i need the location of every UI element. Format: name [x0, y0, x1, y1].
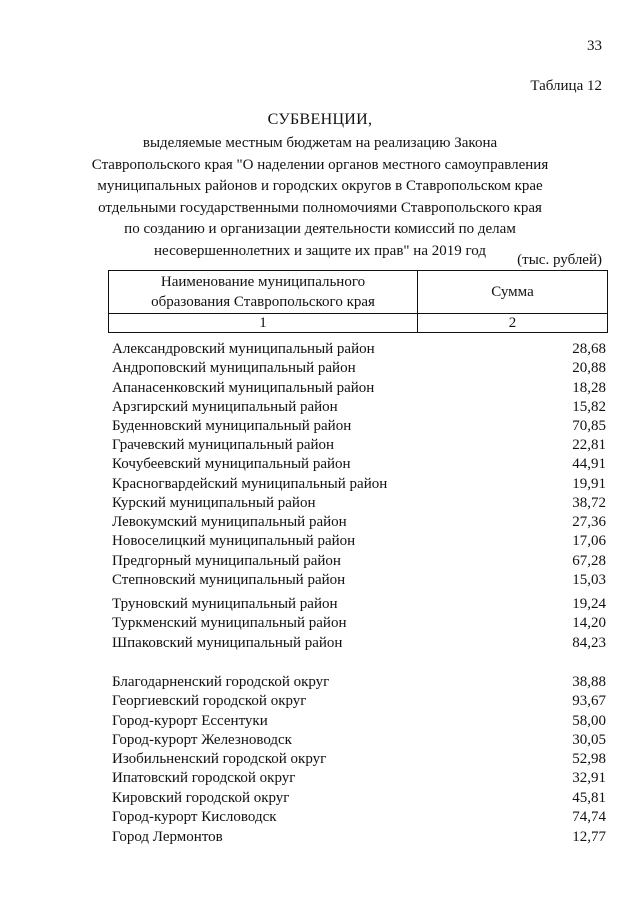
row-name: Левокумский муниципальный район [112, 513, 347, 530]
row-value: 17,06 [572, 532, 606, 549]
subtitle-line: выделяемые местным бюджетам на реализацию Закона [142, 135, 498, 151]
row-name: Арзгирский муниципальный район [112, 398, 338, 415]
row-value: 27,36 [572, 513, 606, 530]
table-row [112, 827, 606, 847]
row-name: Город Лермонтов [112, 828, 223, 845]
column-header-name-line: Наименование муниципального [160, 274, 366, 290]
table-row [112, 531, 606, 551]
table-label: Таблица 12 [530, 78, 602, 94]
row-value: 38,88 [572, 673, 606, 690]
table-row [112, 749, 606, 769]
table-row [112, 474, 606, 494]
table-row [112, 691, 606, 711]
column-number-1: 1 [109, 314, 418, 333]
row-name: Александровский муниципальный район [112, 340, 375, 357]
table-row [112, 358, 606, 378]
row-value: 38,72 [572, 494, 606, 511]
row-name: Степновский муниципальный район [112, 571, 346, 588]
row-value: 93,67 [572, 692, 606, 709]
document-subtitle [60, 133, 580, 263]
row-value: 32,91 [572, 769, 606, 786]
subtitle-line: Ставропольского края "О наделении органов местного самоуправления [91, 156, 549, 173]
subtitle-line: по созданию и организации деятельности комиссий по делам [124, 221, 516, 238]
row-name: Туркменский муниципальный район [112, 614, 347, 631]
table-row [112, 788, 606, 808]
table-row [112, 711, 606, 731]
table-row [112, 435, 606, 455]
table-row [112, 397, 606, 417]
row-name: Изобильненский городской округ [112, 750, 327, 767]
table-row [112, 594, 606, 614]
row-name: Город-курорт Железноводск [112, 731, 292, 748]
table-header-row [109, 271, 608, 314]
table-header [108, 270, 608, 333]
table-row [112, 672, 606, 692]
row-value: 20,88 [572, 359, 606, 376]
table-row [112, 551, 606, 571]
row-value: 84,23 [572, 634, 606, 651]
table-row [112, 454, 606, 474]
row-value: 12,77 [572, 828, 606, 845]
row-value: 58,00 [572, 712, 606, 729]
row-value: 15,82 [572, 398, 606, 415]
row-name: Благодарненский городской округ [112, 673, 330, 690]
row-value: 22,81 [572, 436, 606, 453]
row-name: Ипатовский городской округ [112, 769, 296, 786]
column-header-name [109, 271, 418, 314]
table-column-numbers-row [109, 314, 608, 333]
row-value: 45,81 [572, 789, 606, 806]
row-name: Труновский муниципальный район [112, 595, 338, 612]
row-name: Предгорный муниципальный район [112, 552, 341, 569]
row-name: Апанасенковский муниципальный район [112, 379, 375, 396]
page-number: 33 [587, 38, 602, 54]
row-name: Шпаковский муниципальный район [112, 634, 343, 651]
table-row [112, 493, 606, 513]
row-name: Красногвардейский муниципальный район [112, 475, 388, 492]
row-value: 52,98 [572, 750, 606, 767]
subtitle-line: муниципальных районов и городских округов в Ставропольском крае [97, 178, 543, 195]
row-value: 30,05 [572, 731, 606, 748]
row-name: Георгиевский городской округ [112, 692, 307, 709]
row-value: 19,24 [572, 595, 606, 612]
table-row [112, 730, 606, 750]
row-value: 44,91 [572, 455, 606, 472]
row-name: Андроповский муниципальный район [112, 359, 356, 376]
row-name: Курский муниципальный район [112, 494, 316, 511]
table-row [112, 416, 606, 436]
row-value: 74,74 [572, 808, 606, 825]
row-value: 67,28 [572, 552, 606, 569]
row-value: 19,91 [572, 475, 606, 492]
row-name: Буденновский муниципальный район [112, 417, 352, 434]
table-row [112, 512, 606, 532]
row-value: 28,68 [572, 340, 606, 357]
row-value: 70,85 [572, 417, 606, 434]
row-name: Город-курорт Кисловодск [112, 808, 277, 825]
table-row [112, 570, 606, 590]
row-value: 15,03 [572, 571, 606, 588]
column-header-sum: Сумма [418, 271, 608, 314]
table-row [112, 633, 606, 653]
row-name: Город-курорт Ессентуки [112, 712, 268, 729]
row-name: Кочубеевский муниципальный район [112, 455, 351, 472]
row-value: 14,20 [572, 614, 606, 631]
row-name: Новоселицкий муниципальный район [112, 532, 356, 549]
row-name: Грачевский муниципальный район [112, 436, 335, 453]
table-row [112, 378, 606, 398]
table-row [112, 613, 606, 633]
subtitle-line: несовершеннолетних и защите их прав" на 2019 год [154, 242, 486, 259]
units-note: (тыс. рублей) [517, 252, 602, 268]
column-number-2: 2 [418, 314, 608, 333]
column-header-name-line: образования Ставропольского края [151, 294, 375, 310]
table-row [112, 768, 606, 788]
row-value: 18,28 [572, 379, 606, 396]
subtitle-line: отдельными государственными полномочиями Ставропольского края [98, 199, 542, 216]
row-name: Кировский городской округ [112, 789, 290, 806]
table-row [112, 807, 606, 827]
table-row [112, 339, 606, 359]
document-title: СУБВЕНЦИИ, [267, 111, 373, 128]
